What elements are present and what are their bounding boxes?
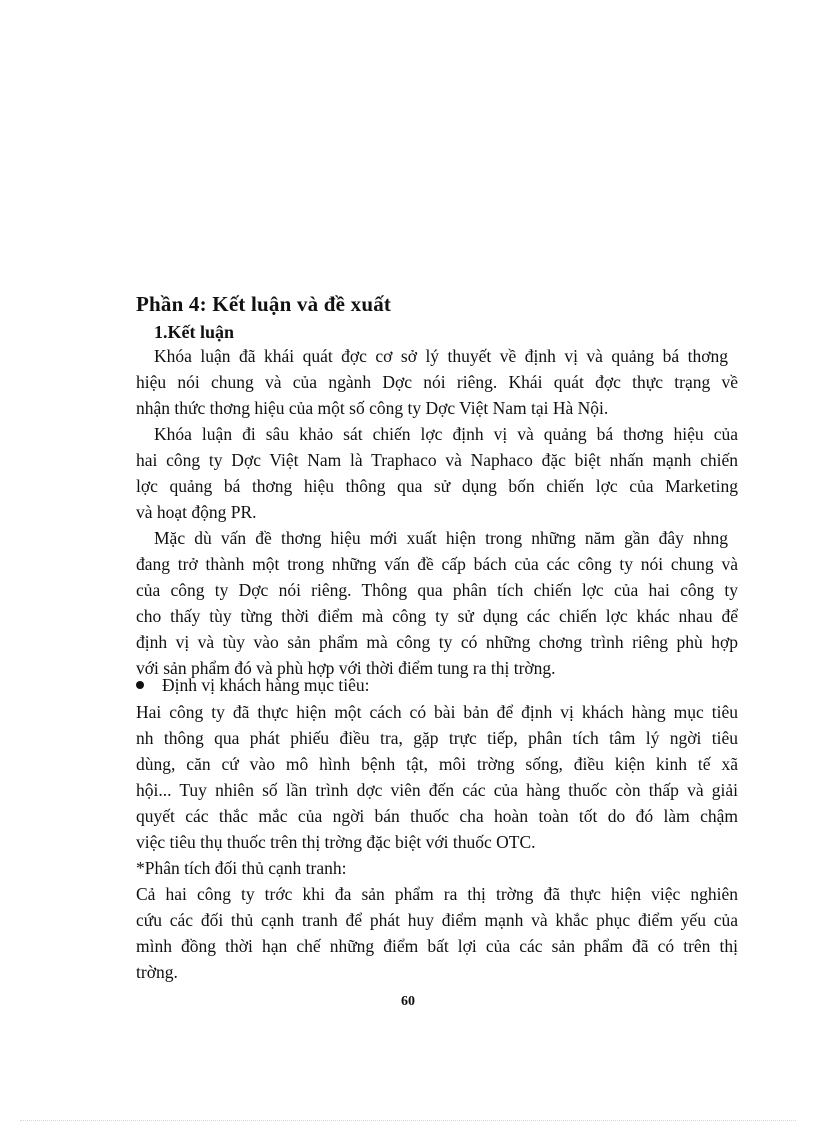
- paragraph-5-line-3: mình đồng thời hạn chế những điểm bất lợi của các sản phẩm đã có trên thị: [136, 936, 738, 956]
- subheading-competitor-analysis: *Phân tích đối thủ cạnh tranh:: [136, 858, 347, 878]
- page-number: 60: [401, 994, 415, 1009]
- bullet-heading: Định vị khách hàng mục tiêu:: [162, 675, 370, 695]
- paragraph-2-line-1: Khóa luận đi sâu khảo sát chiến lợc định vị và quảng bá thơng hiệu của: [154, 424, 738, 444]
- paragraph-4-line-6: việc tiêu thụ thuốc trên thị trờng đặc biệt với thuốc OTC.: [136, 832, 536, 852]
- paragraph-4-line-3: dùng, căn cứ vào mô hình bệnh tật, môi trờng sống, điều kiện kinh tế xã: [136, 754, 738, 774]
- paragraph-2-line-3: lợc quảng bá thơng hiệu thông qua sử dụng bốn chiến lợc của Marketing: [136, 476, 738, 496]
- paragraph-3-line-2: đang trở thành một trong những vấn đề cấp bách của các công ty nói chung và: [136, 554, 738, 574]
- paragraph-3-line-6: với sản phẩm đó và phù hợp với thời điểm tung ra thị trờng.: [136, 658, 556, 678]
- paragraph-5-line-1: Cả hai công ty trớc khi đa sản phẩm ra thị trờng đã thực hiện việc nghiên: [136, 884, 738, 904]
- paragraph-4-line-5: quyết các thắc mắc của ngời bán thuốc cha hoàn toàn tốt do đó làm chậm: [136, 806, 738, 826]
- paragraph-4-line-1: Hai công ty đã thực hiện một cách có bài bản để định vị khách hàng mục tiêu: [136, 702, 738, 722]
- paragraph-4-line-2: nh thông qua phát phiếu điều tra, gặp trực tiếp, phân tích tâm lý ngời tiêu: [136, 728, 738, 748]
- paragraph-5-line-4: trờng.: [136, 962, 178, 982]
- paragraph-2-line-4: và hoạt động PR.: [136, 502, 257, 522]
- paragraph-5-line-2: cứu các đối thủ cạnh tranh để phát huy điểm mạnh và khắc phục điểm yếu của: [136, 910, 738, 930]
- paragraph-1-line-1: Khóa luận đã khái quát đợc cơ sở lý thuyết về định vị và quảng bá thơng: [154, 346, 728, 366]
- paragraph-1-line-3: nhận thức thơng hiệu của một số công ty Dợc Việt Nam tại Hà Nội.: [136, 398, 609, 418]
- subheading-ket-luan: 1.Kết luận: [154, 322, 235, 342]
- paragraph-3-line-5: định vị và tùy vào sản phẩm mà công ty có những chơng trình riêng phù hợp: [136, 632, 738, 652]
- paragraph-2-line-2: hai công ty Dợc Việt Nam là Traphaco và Naphaco đặc biệt nhấn mạnh chiến: [136, 450, 738, 470]
- section-heading: Phần 4: Kết luận và đề xuất: [136, 292, 392, 316]
- paragraph-3-line-3: của công ty Dợc nói riêng. Thông qua phân tích chiến lợc của hai công ty: [136, 580, 738, 600]
- paragraph-3-line-4: cho thấy tùy từng thời điểm mà công ty sử dụng các chiến lợc khác nhau để: [136, 606, 738, 626]
- bullet-icon: [136, 681, 144, 689]
- paragraph-1-line-2: hiệu nói chung và của ngành Dợc nói riêng. Khái quát đợc thực trạng về: [136, 372, 738, 392]
- paragraph-4-line-4: hội... Tuy nhiên số lần trình dợc viên đến các của hàng thuốc còn thấp và giải: [136, 780, 738, 800]
- paragraph-3-line-1: Mặc dù vấn đề thơng hiệu mới xuất hiện trong những năm gần đây nhng: [154, 528, 728, 548]
- page-bottom-rule: [20, 1120, 796, 1121]
